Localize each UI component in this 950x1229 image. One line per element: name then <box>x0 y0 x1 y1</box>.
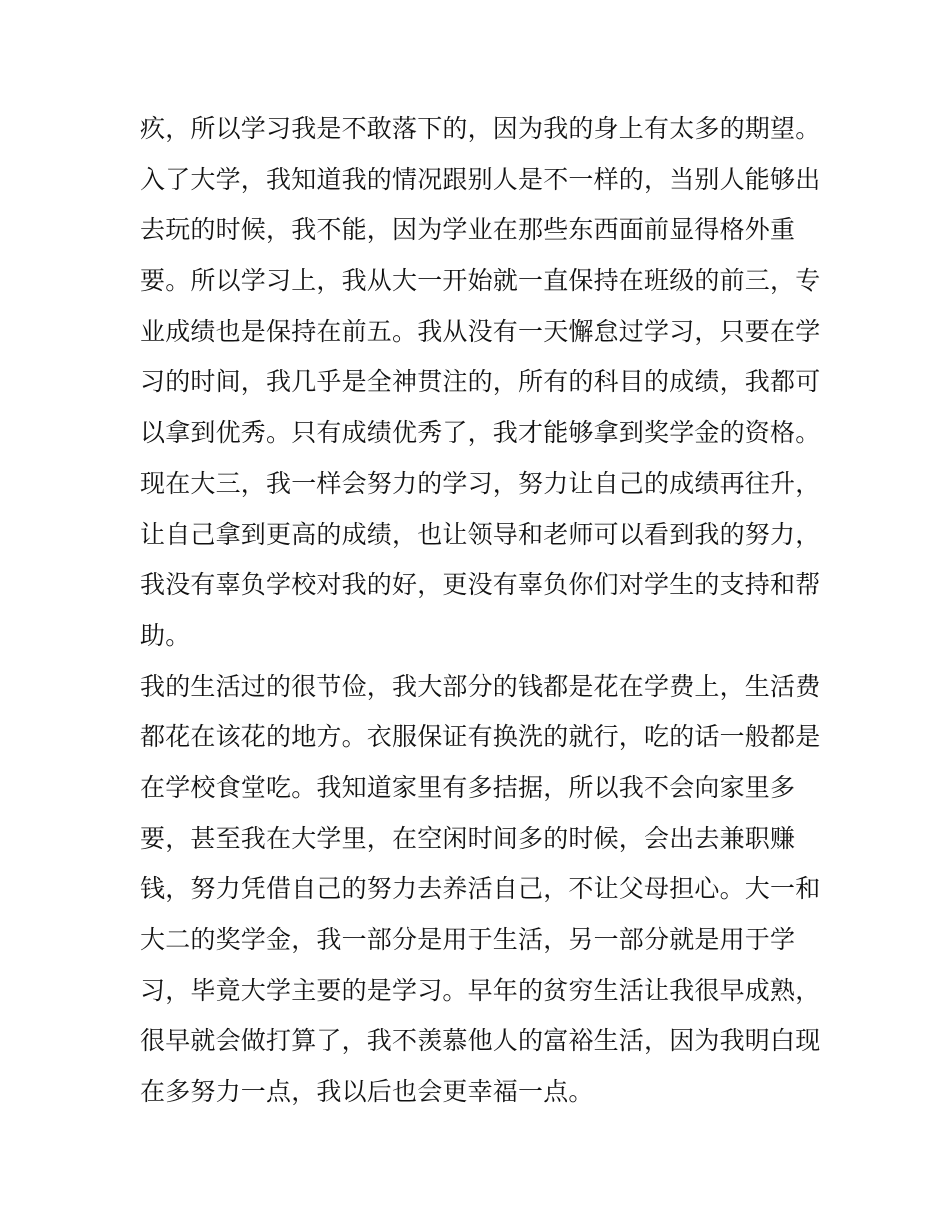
text-line: 都花在该花的地方。衣服保证有换洗的就行，吃的话一般都是 <box>140 722 821 752</box>
text-line: 习的时间，我几乎是全神贯注的，所有的科目的成绩，我都可 <box>140 367 821 397</box>
text-line: 钱，努力凭借自己的努力去养活自己，不让父母担心。大一和 <box>140 874 821 904</box>
text-line: 疚，所以学习我是不敢落下的，因为我的身上有太多的期望。 <box>140 114 821 143</box>
body-text <box>140 104 820 1118</box>
text-line: 我没有辜负学校对我的好，更没有辜负你们对学生的支持和帮 <box>140 570 821 600</box>
text-line: 让自己拿到更高的成绩，也让领导和老师可以看到我的努力， <box>140 519 821 549</box>
text-line: 很早就会做打算了，我不羡慕他人的富裕生活，因为我明白现 <box>140 1026 821 1056</box>
text-line: 要，甚至我在大学里，在空闲时间多的时候，会出去兼职赚 <box>140 823 796 853</box>
text-line: 在学校食堂吃。我知道家里有多拮据，所以我不会向家里多 <box>140 772 796 802</box>
text-line: 助。 <box>140 620 191 650</box>
text-line: 现在大三，我一样会努力的学习，努力让自己的成绩再往升， <box>140 468 821 498</box>
text-line: 我的生活过的很节俭，我大部分的钱都是花在学费上，生活费 <box>140 671 821 701</box>
text-line: 大二的奖学金，我一部分是用于生活，另一部分就是用于学 <box>140 925 796 954</box>
text-line: 要。所以学习上，我从大一开始就一直保持在班级的前三，专 <box>140 266 821 296</box>
text-line: 以拿到优秀。只有成绩优秀了，我才能够拿到奖学金的资格。 <box>140 418 821 448</box>
text-line: 在多努力一点，我以后也会更幸福一点。 <box>140 1077 594 1107</box>
text-line: 入了大学，我知道我的情况跟别人是不一样的，当别人能够出 <box>140 164 821 194</box>
text-line: 业成绩也是保持在前五。我从没有一天懈怠过学习，只要在学 <box>140 316 821 346</box>
text-line: 去玩的时候，我不能，因为学业在那些东西面前显得格外重 <box>140 215 796 245</box>
text-line: 习，毕竟大学主要的是学习。早年的贫穷生活让我很早成熟， <box>140 975 821 1005</box>
